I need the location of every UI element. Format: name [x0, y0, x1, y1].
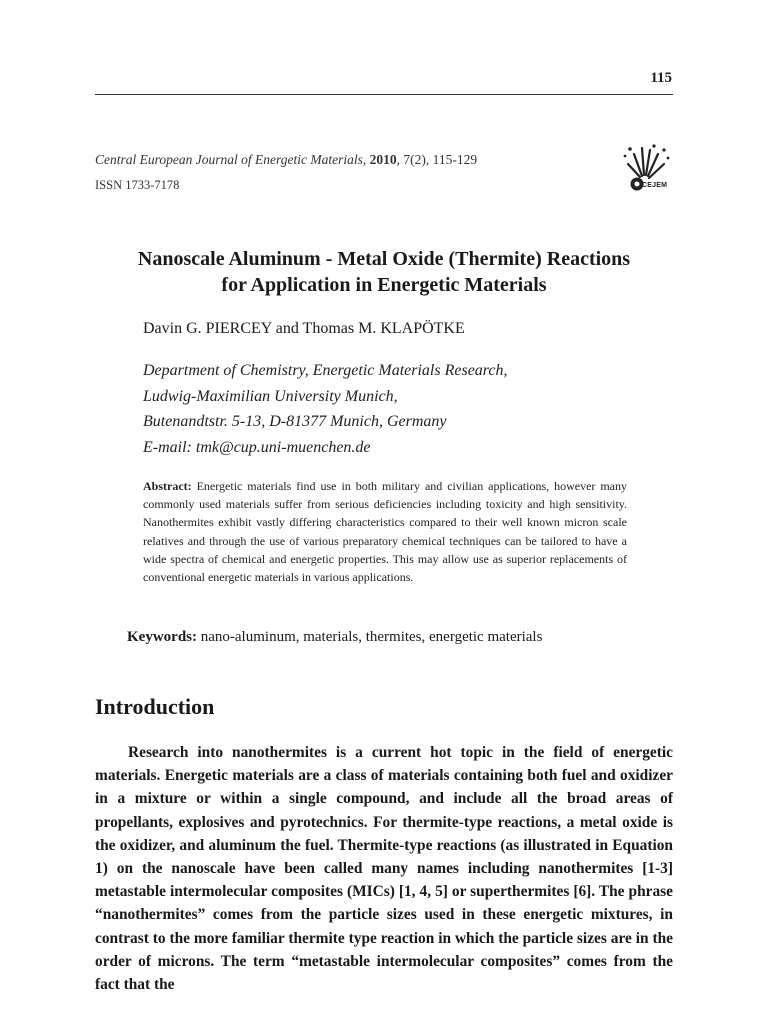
- abstract-label: Abstract:: [143, 479, 192, 493]
- journal-year: 2010: [369, 152, 397, 167]
- header-divider: [95, 94, 673, 95]
- affiliation: [143, 358, 508, 460]
- title-line: Nanoscale Aluminum - Metal Oxide (Thermite) Reactions: [137, 248, 631, 270]
- keywords-text: nano-aluminum, materials, thermites, energetic materials: [197, 629, 543, 645]
- article-title: [95, 246, 673, 298]
- affiliation-line: Butenandtstr. 5-13, D-81377 Munich, Germany: [143, 413, 447, 430]
- issn: ISSN 1733-7178: [95, 178, 180, 192]
- abstract: [143, 477, 627, 586]
- affiliation-email: E-mail: tmk@cup.uni-muenchen.de: [143, 438, 371, 456]
- keywords-label: Keywords:: [127, 629, 197, 645]
- cejem-logo-icon: [620, 140, 676, 198]
- page-number: 115: [650, 70, 672, 86]
- affiliation-line: Department of Chemistry, Energetic Materials Research,: [143, 362, 508, 379]
- abstract-text: Energetic materials find use in both military and civilian applications, however many commonly used materials suffer from serious deficiencies including toxicity and high sensitivity. Nanothermites exhibit vastly differing characteristics compared to their well known micron scale relatives and through the use of various preparatory chemical techniques can be tailored to have a wide spectra of chemical and energetic properties. This may allow use as superior replacements of conventional energetic materials in various applications.: [143, 479, 627, 585]
- authors: Davin G. PIERCEY and Thomas M. KLAPÖTKE: [143, 320, 465, 337]
- affiliation-line: Ludwig-Maximilian University Munich,: [143, 387, 398, 405]
- title-line: for Application in Energetic Materials: [221, 274, 547, 296]
- journal-separator: ,: [362, 152, 370, 167]
- section-heading-introduction: Introduction: [95, 694, 215, 719]
- journal-name: Central European Journal of Energetic Materials: [95, 152, 363, 167]
- journal-citation: [95, 152, 477, 168]
- journal-volume-pages: , 7(2), 115-129: [396, 152, 478, 167]
- introduction-paragraph: Research into nanothermites is a current hot topic in the field of energetic materials. Energetic materials are a class of materials containing both fuel and oxidizer in a mixture or within a single compound, and include all the broad areas of propellants, explosives and pyrotechnics. For thermite-type reactions, a metal oxide is the oxidizer, and aluminum the fuel. Thermite-type reactions (as illustrated in Equation 1) on the nanoscale have been called many names including nanothermites [1-3] metastable intermolecular composites (MICs) [1, 4, 5] or superthermites [6]. The phrase “nanothermites” comes from the particle sizes used in these energetic mixtures, in contrast to the more familiar thermite type reaction in which the particle sizes are in the order of microns. The term “metastable intermolecular composites” comes from the fact that the: [95, 744, 673, 994]
- logo-label: CEJEM: [642, 182, 668, 189]
- keywords: [127, 629, 542, 646]
